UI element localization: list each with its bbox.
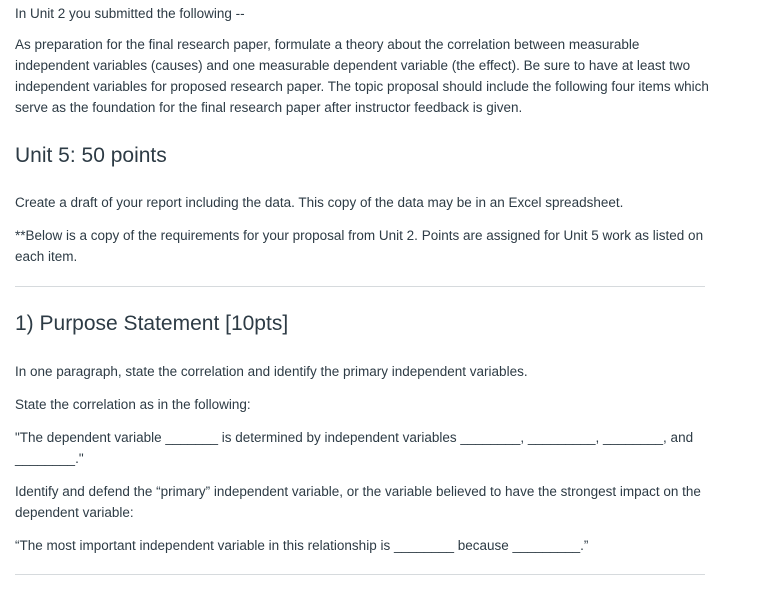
draft-instructions: Create a draft of your report including the data. This copy of the data may be in an Excel spreadsheet. bbox=[15, 195, 624, 210]
section-divider bbox=[15, 286, 705, 287]
section-divider-bottom bbox=[15, 574, 705, 575]
state-correlation-instruction: State the correlation as in the following: bbox=[15, 397, 251, 412]
correlation-template-quote: "The dependent variable _______ is determined by independent variables ________, _________, ________, and ________." bbox=[15, 430, 694, 466]
purpose-statement-heading: 1) Purpose Statement [10pts] bbox=[15, 312, 289, 335]
primary-variable-template-quote: “The most important independent variable in this relationship is ________ because _________.” bbox=[15, 538, 589, 553]
preparation-paragraph: As preparation for the final research paper, formulate a theory about the correlation between measurable independent variables (causes) and one measurable dependent variable (the effect). Be sure to have at least two independent variables for proposed research paper. The topic proposal should include the following four items which serve as the foundation for the final research paper after instructor feedback is given. bbox=[15, 37, 709, 115]
intro-text: In Unit 2 you submitted the following -- bbox=[15, 6, 245, 21]
one-paragraph-instruction: In one paragraph, state the correlation and identify the primary independent variables. bbox=[15, 364, 528, 379]
requirements-note: **Below is a copy of the requirements for your proposal from Unit 2. Points are assigned for Unit 5 work as listed on each item. bbox=[15, 228, 704, 264]
unit5-heading: Unit 5: 50 points bbox=[15, 144, 167, 167]
identify-primary-instruction: Identify and defend the “primary” independent variable, or the variable believed to have the strongest impact on the dependent variable: bbox=[15, 484, 701, 520]
